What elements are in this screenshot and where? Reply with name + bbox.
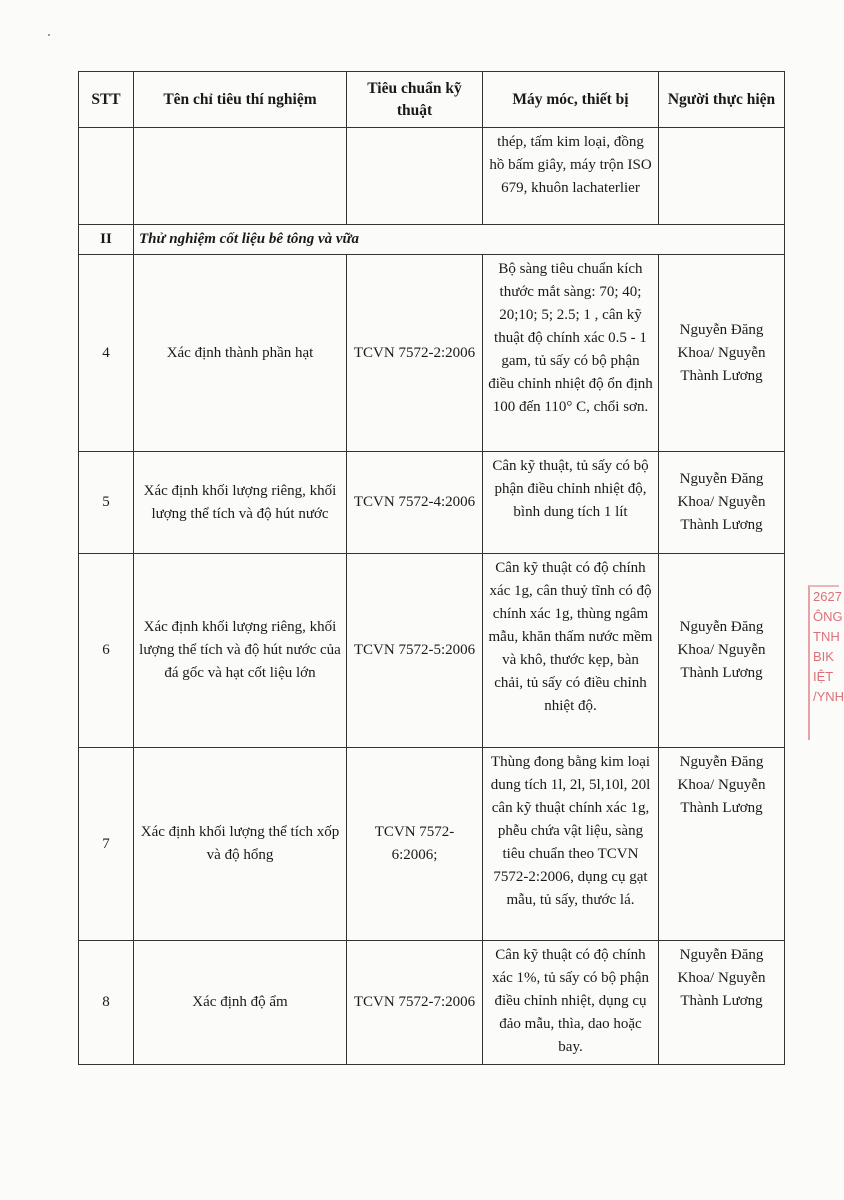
continuation-equipment: thép, tấm kim loại, đồng hồ bấm giây, máy trộn ISO 679, khuôn lachaterlier xyxy=(483,128,659,225)
row-standard: TCVN 7572-4:2006 xyxy=(347,452,483,554)
continuation-standard xyxy=(347,128,483,225)
table-row xyxy=(79,941,785,1065)
table-row xyxy=(79,255,785,452)
row-standard: TCVN 7572-2:2006 xyxy=(347,255,483,452)
row-person: Nguyễn Đăng Khoa/ Nguyễn Thành Lương xyxy=(659,941,785,1065)
section-row xyxy=(79,225,785,255)
row-standard: TCVN 7572-6:2006; xyxy=(347,748,483,941)
stamp-line: IỆT xyxy=(813,669,834,684)
continuation-stt xyxy=(79,128,134,225)
header-equipment: Máy móc, thiết bị xyxy=(483,72,659,128)
continuation-row xyxy=(79,128,785,225)
section-number: II xyxy=(79,225,134,255)
row-stt: 4 xyxy=(79,255,134,452)
test-methods-table xyxy=(78,71,785,1065)
row-person: Nguyễn Đăng Khoa/ Nguyễn Thành Lương xyxy=(659,748,785,941)
row-equipment: Cân kỹ thuật, tủ sấy có bộ phận điều chỉnh nhiệt độ, bình dung tích 1 lít xyxy=(483,452,659,554)
row-test-name: Xác định khối lượng riêng, khối lượng thể tích và độ hút nước xyxy=(134,452,347,554)
header-person: Người thực hiện xyxy=(659,72,785,128)
scan-speck xyxy=(48,34,50,36)
row-test-name: Xác định khối lượng thể tích xốp và độ hổng xyxy=(134,748,347,941)
row-test-name: Xác định khối lượng riêng, khối lượng thể tích và độ hút nước của đá gốc và hạt cốt liệu lớn xyxy=(134,554,347,748)
section-title: Thử nghiệm cốt liệu bê tông và vữa xyxy=(134,225,785,255)
stamp-line: TNH xyxy=(813,629,840,644)
row-test-name: Xác định độ ẩm xyxy=(134,941,347,1065)
row-stt: 7 xyxy=(79,748,134,941)
stamp-line: ÔNG xyxy=(813,609,843,624)
row-equipment: Bộ sàng tiêu chuẩn kích thước mắt sàng: 70; 40; 20;10; 5; 2.5; 1 , cân kỹ thuật độ chính xác 0.5 - 1 gam, tủ sấy có bộ phận điều chỉnh nhiệt độ ổn định 100 đến 110° C, chổi sơn. xyxy=(483,255,659,452)
header-standard: Tiêu chuẩn kỹ thuật xyxy=(347,72,483,128)
table-row xyxy=(79,748,785,941)
header-row xyxy=(79,72,785,128)
row-person: Nguyễn Đăng Khoa/ Nguyễn Thành Lương xyxy=(659,255,785,452)
row-equipment: Cân kỹ thuật có độ chính xác 1%, tủ sấy có bộ phận điều chỉnh nhiệt, dụng cụ đảo mẫu, thìa, dao hoặc bay. xyxy=(483,941,659,1065)
row-equipment: Thùng đong bằng kim loại dung tích 1l, 2l, 5l,10l, 20l cân kỹ thuật chính xác 1g, phễu chứa vật liệu, sàng tiêu chuẩn theo TCVN 7572-2:2006, dụng cụ gạt mẫu, tủ sấy, thước lá. xyxy=(483,748,659,941)
red-seal-stamp xyxy=(808,585,844,740)
header-test-name: Tên chỉ tiêu thí nghiệm xyxy=(134,72,347,128)
row-stt: 6 xyxy=(79,554,134,748)
stamp-line: BIK xyxy=(813,649,834,664)
row-equipment: Cân kỹ thuật có độ chính xác 1g, cân thuỷ tĩnh có độ chính xác 1g, thùng ngâm mẫu, khăn thấm nước mềm và khô, thước kẹp, bàn chải, tủ sấy có điều chỉnh nhiệt độ. xyxy=(483,554,659,748)
row-stt: 8 xyxy=(79,941,134,1065)
table-row xyxy=(79,452,785,554)
header-stt: STT xyxy=(79,72,134,128)
row-standard: TCVN 7572-5:2006 xyxy=(347,554,483,748)
row-person: Nguyễn Đăng Khoa/ Nguyễn Thành Lương xyxy=(659,452,785,554)
row-standard: TCVN 7572-7:2006 xyxy=(347,941,483,1065)
table-row xyxy=(79,554,785,748)
continuation-name xyxy=(134,128,347,225)
continuation-person xyxy=(659,128,785,225)
row-stt: 5 xyxy=(79,452,134,554)
stamp-line: /YNH xyxy=(813,689,844,704)
row-test-name: Xác định thành phần hạt xyxy=(134,255,347,452)
stamp-line: 2627 xyxy=(813,589,842,604)
row-person: Nguyễn Đăng Khoa/ Nguyễn Thành Lương xyxy=(659,554,785,748)
